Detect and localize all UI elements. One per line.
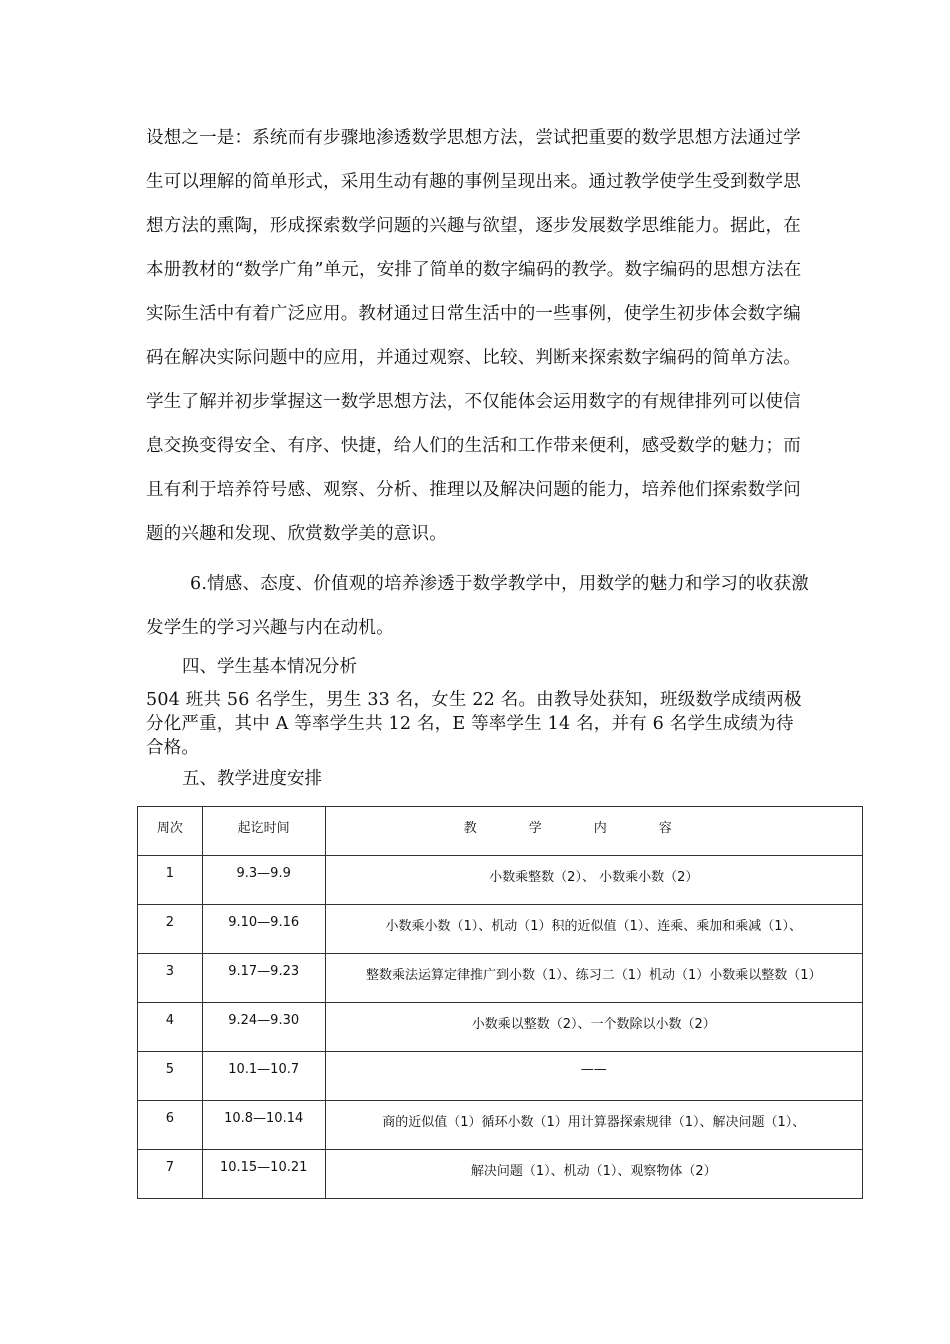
cell-dates: 9.3—9.9 — [202, 856, 325, 905]
cell-week: 6 — [138, 1101, 203, 1150]
header-dates: 起讫时间 — [202, 807, 325, 856]
cell-dates: 9.10—9.16 — [202, 905, 325, 954]
table-row — [138, 1150, 863, 1199]
section-heading-student-analysis: 四、学生基本情况分析 — [182, 657, 357, 677]
table-row — [138, 1101, 863, 1150]
cell-content: 解决问题（1）、机动（1）、观察物体（2） — [325, 1150, 862, 1199]
table-row — [138, 954, 863, 1003]
cell-content: 小数乘小数（1）、机动（1）积的近似值（1）、连乘、乘加和乘减（1）、 — [325, 905, 862, 954]
cell-week: 2 — [138, 905, 203, 954]
cell-content: 商的近似值（1）循环小数（1）用计算器探索规律（1）、解决问题（1）、 — [325, 1101, 862, 1150]
cell-week: 5 — [138, 1052, 203, 1101]
body-paragraph: 设想之一是：系统而有步骤地渗透数学思想方法，尝试把重要的数学思想方法通过学生可以理解的简单形式，采用生动有趣的事例呈现出来。通过教学使学生受到数学思想方法的熏陶，形成探索数学问题的兴趣与欲望，逐步发展数学思维能力。据此，在本册教材的“数学广角”单元，安排了简单的数字编码的教学。数字编码的思想方法在实际生活中有着广泛应用。教材通过日常生活中的一些事例，使学生初步体会数字编码在解决实际问题中的应用，并通过观察、比较、判断来探索数字编码的简单方法。学生了解并初步掌握这一数学思想方法，不仅能体会运用数字的有规律排列可以使信息交换变得安全、有序、快捷，给人们的生活和工作带来便利，感受数学的魅力；而且有利于培养符号感、观察、分析、推理以及解决问题的能力，培养他们探索数学问题的兴趣和发现、欣赏数学美的意识。 — [146, 128, 802, 544]
cell-dates: 9.17—9.23 — [202, 954, 325, 1003]
cell-dates: 9.24—9.30 — [202, 1003, 325, 1052]
cell-content: 小数乘整数（2）、 小数乘小数（2） — [325, 856, 862, 905]
schedule-table — [137, 806, 863, 1199]
cell-content: 小数乘以整数（2）、一个数除以小数（2） — [325, 1003, 862, 1052]
cell-dates: 10.8—10.14 — [202, 1101, 325, 1150]
table-row — [138, 1052, 863, 1101]
cell-week: 4 — [138, 1003, 203, 1052]
student-analysis-paragraph: 504 班共 56 名学生，男生 33 名，女生 22 名。由教导处获知，班级数学成绩两极分化严重，其中 A 等率学生共 12 名，E 等率学生 14 名，并有 6 名学生成绩为待合格。 — [146, 690, 802, 758]
header-content: 教学内容 — [325, 807, 862, 856]
table-header-row — [138, 807, 863, 856]
section-heading-schedule: 五、教学进度安排 — [182, 769, 322, 789]
header-week: 周次 — [138, 807, 203, 856]
cell-week: 3 — [138, 954, 203, 1003]
cell-week: 7 — [138, 1150, 203, 1199]
cell-dates: 10.15—10.21 — [202, 1150, 325, 1199]
cell-content: —— — [325, 1052, 862, 1101]
table-row — [138, 856, 863, 905]
body-paragraph-item-6: 6.情感、态度、价值观的培养渗透于数学教学中，用数学的魅力和学习的收获激发学生的学习兴趣与内在动机。 — [146, 574, 809, 638]
cell-week: 1 — [138, 856, 203, 905]
table-row — [138, 1003, 863, 1052]
cell-dates: 10.1—10.7 — [202, 1052, 325, 1101]
table-row — [138, 905, 863, 954]
cell-content: 整数乘法运算定律推广到小数（1）、练习二（1）机动（1）小数乘以整数（1） — [325, 954, 862, 1003]
